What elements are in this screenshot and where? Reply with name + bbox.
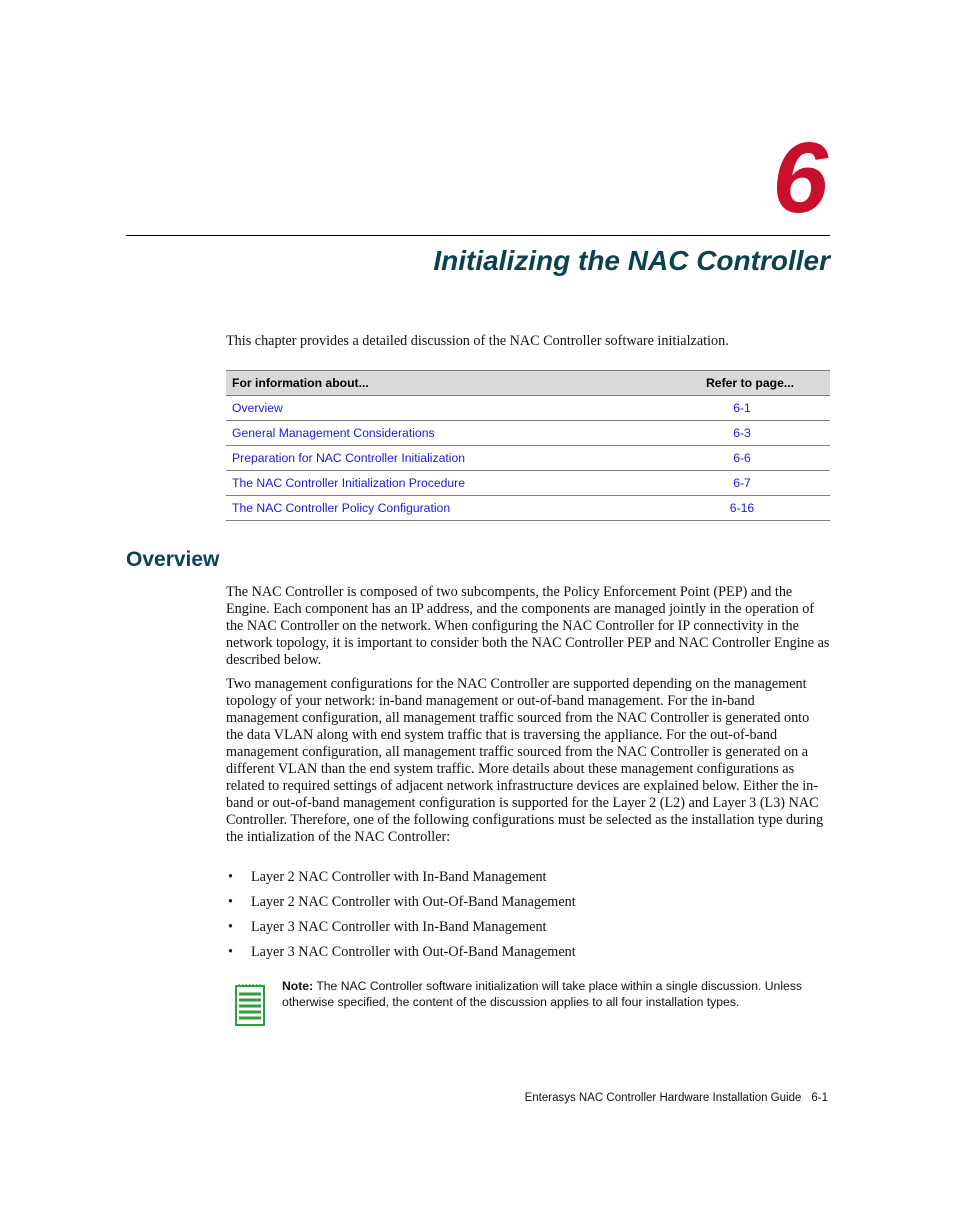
chapter-number: 6 [772, 122, 828, 234]
note-text [282, 978, 802, 1010]
topic-link-general-management[interactable]: General Management Considerations [226, 421, 706, 446]
installation-type-list [226, 869, 830, 969]
overview-paragraph-1: The NAC Controller is composed of two subcompents, the Policy Enforcement Point (PEP) and the Engine. Each component has an IP address, and the components are managed jointly in the operation of the NAC Controller on the network. When configuring the NAC Controller for IP connectivity in the network topology, it is important to consider both the NAC Controller PEP and NAC Controller Engine as described below. [226, 584, 830, 668]
note-body: The NAC Controller software initialization will take place within a single discussion. Unless otherwise specified, the content of the discussion applies to all four installation types. [282, 979, 803, 1009]
bullet-icon: • [228, 944, 233, 960]
list-item [226, 944, 830, 969]
page-link[interactable]: 6-7 [733, 476, 751, 490]
table-header-row [226, 371, 830, 396]
page-link[interactable]: 6-3 [733, 426, 751, 440]
page-link[interactable]: 6-1 [733, 401, 751, 415]
bullet-icon: • [228, 869, 233, 885]
list-item-text: Layer 2 NAC Controller with Out-Of-Band Management [251, 894, 576, 910]
table-row [226, 421, 830, 446]
chapter-title: Initializing the NAC Controller [433, 245, 830, 276]
topic-link-initialization-procedure[interactable]: The NAC Controller Initialization Procedure [226, 471, 706, 496]
list-item-text: Layer 3 NAC Controller with Out-Of-Band Management [251, 944, 576, 960]
table-row [226, 471, 830, 496]
footer-guide-title: Enterasys NAC Controller Hardware Installation Guide [524, 1092, 802, 1104]
list-item-text: Layer 3 NAC Controller with In-Band Management [251, 919, 547, 935]
note-label: Note: [282, 979, 314, 993]
list-item [226, 919, 830, 944]
section-heading-overview: Overview [126, 548, 220, 571]
table-row [226, 496, 830, 521]
page-link[interactable]: 6-16 [729, 501, 755, 515]
page-footer [525, 1091, 828, 1105]
bullet-icon: • [228, 919, 233, 935]
table-row [226, 446, 830, 471]
list-item [226, 894, 830, 919]
topic-link-policy-configuration[interactable]: The NAC Controller Policy Configuration [226, 496, 706, 521]
table-row [226, 396, 830, 421]
footer-page-number: 6-1 [811, 1092, 828, 1104]
overview-paragraph-2: Two management configurations for the NAC Controller are supported depending on the management topology of your network: in-band management or out-of-band management. For the in-band management configuration, all management traffic sourced from the NAC Controller is generated onto the data VLAN along with end system traffic that is traversing the appliance. For the out-of-band management configuration, all management traffic sourced from the NAC Controller is generated on a different VLAN than the end system traffic. More details about these management configurations as related to required settings of adjacent network infrastructure devices are explained below. Either the in-band or out-of-band management configuration is supported for the Layer 2 (L2) and Layer 3 (L3) NAC Controller. Therefore, one of the following configurations must be selected as the installation type during the intialization of the NAC Controller: [226, 676, 824, 845]
chapter-contents-table [226, 370, 830, 521]
chapter-rule [126, 235, 830, 236]
intro-paragraph: This chapter provides a detailed discussion of the NAC Controller software initialzation. [226, 333, 729, 349]
topic-column-header: For information about... [226, 371, 706, 396]
page-link[interactable]: 6-6 [733, 451, 751, 465]
topic-link-overview[interactable]: Overview [226, 396, 706, 421]
notepad-icon [234, 982, 266, 1026]
topic-link-preparation[interactable]: Preparation for NAC Controller Initialization [226, 446, 706, 471]
list-item-text: Layer 2 NAC Controller with In-Band Management [251, 869, 547, 885]
bullet-icon: • [228, 894, 233, 910]
list-item [226, 869, 830, 894]
page-column-header: Refer to page... [706, 371, 830, 396]
